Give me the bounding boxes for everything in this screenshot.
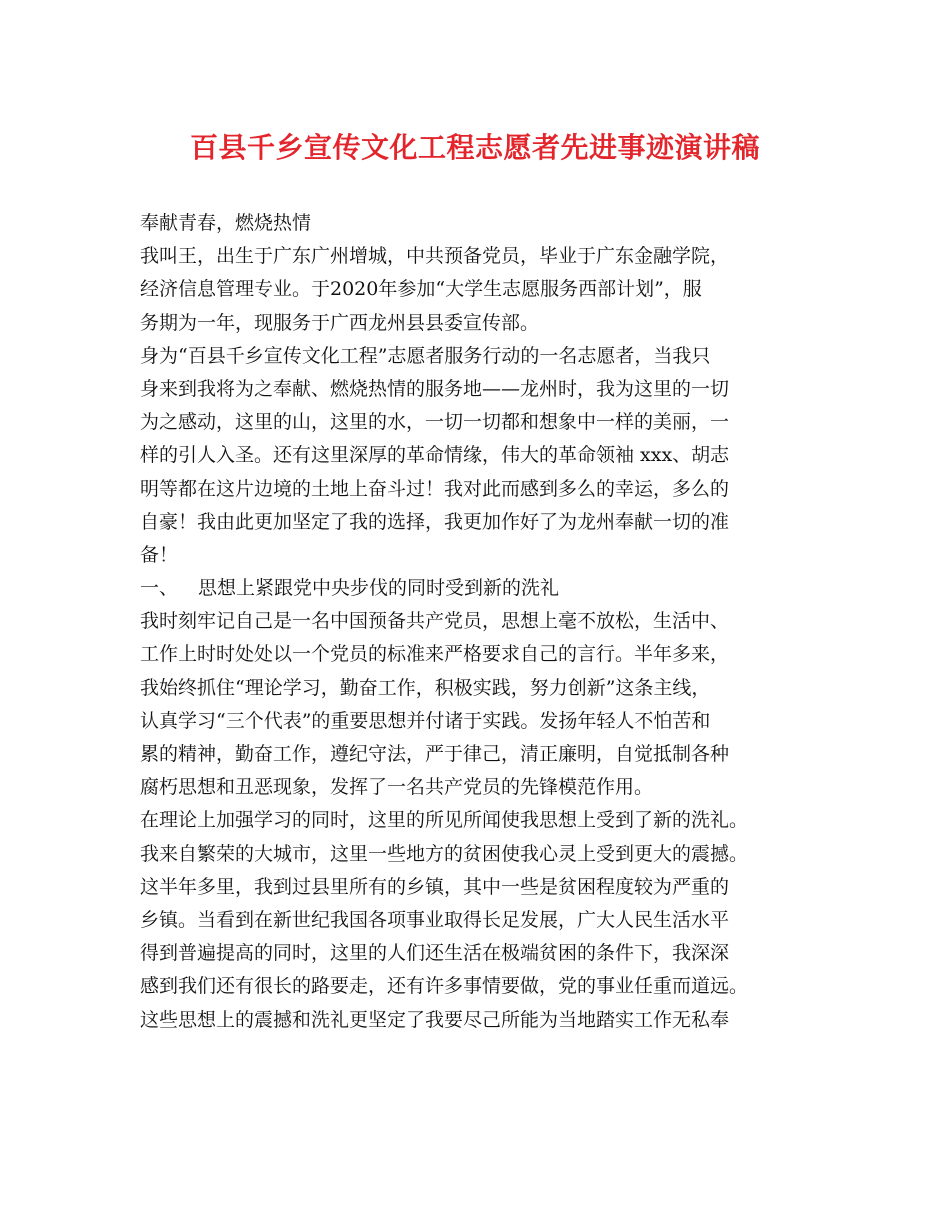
text-line: 务期为一年，现服务于广西龙州县县委宣传部。	[140, 311, 540, 334]
text-line: 这些思想上的震撼和洗礼更坚定了我要尽己所能为当地踏实工作无私奉	[140, 1008, 730, 1031]
text-line: 经济信息管理专业。于2020年参加“大学生志愿服务西部计划”，服	[140, 278, 702, 301]
text-line: 累的精神，勤奋工作，遵纪守法，严于律己，清正廉明，自觉抵制各种	[140, 743, 730, 765]
text-line: 我始终抓住“理论学习，勤奋工作，积极实践，努力创新”这条主线，	[140, 676, 711, 699]
document-title: 百县千乡宣传文化工程志愿者先进事迹演讲稿	[189, 131, 760, 164]
text-line: 腐朽思想和丑恶现象，发挥了一名共产党员的先锋模范作用。	[140, 776, 654, 799]
text-line: 感到我们还有很长的路要走，还有许多事情要做，党的事业任重而道远。	[140, 975, 749, 998]
section-number: 一、	[140, 577, 179, 600]
text-line: 我时刻牢记自己是一名中国预备共产党员，思想上毫不放松，生活中、	[140, 610, 730, 633]
text-line: 明等都在这片边境的土地上奋斗过！我对此而感到多么的幸运，多么的	[140, 477, 730, 500]
text-line: 我叫王，出生于广东广州增城，中共预备党员，毕业于广东金融学院，	[140, 245, 730, 268]
text-line: 身来到我将为之奉献、燃烧热情的服务地——龙州时，我为这里的一切	[140, 377, 730, 400]
text-line: 在理论上加强学习的同时，这里的所见所闻使我思想上受到了新的洗礼。	[140, 809, 749, 832]
section-heading-text: 思想上紧跟党中央步伐的同时受到新的洗礼	[198, 577, 560, 600]
text-line: 样的引人入圣。还有这里深厚的革命情缘，伟大的革命领袖 xxx、胡志	[140, 444, 730, 467]
text-line: 备！	[140, 543, 179, 566]
text-line: 得到普遍提高的同时，这里的人们还生活在极端贫困的条件下，我深深	[140, 942, 730, 965]
text-line: 我来自繁荣的大城市，这里一些地方的贫困使我心灵上受到更大的震撼。	[140, 842, 749, 865]
text-line: 这半年多里，我到过县里所有的乡镇，其中一些是贫困程度较为严重的	[140, 875, 730, 898]
text-line: 认真学习“三个代表”的重要思想并付诸于实践。发扬年轻人不怕苦和	[140, 709, 711, 732]
text-line: 为之感动，这里的山，这里的水，一切一切都和想象中一样的美丽，一	[140, 411, 730, 434]
document-body	[140, 207, 830, 1037]
text-line: 自豪！我由此更加坚定了我的选择，我更加作好了为龙州奉献一切的准	[140, 510, 730, 533]
section-heading	[140, 572, 830, 605]
text-line: 奉献青春，燃烧热情	[140, 212, 312, 234]
text-line: 乡镇。当看到在新世纪我国各项事业取得长足发展，广大人民生活水平	[140, 908, 730, 931]
text-line: 工作上时时处处以一个党员的标准来严格要求自己的言行。半年多来，	[140, 643, 730, 666]
text-line: 身为“百县千乡宣传文化工程”志愿者服务行动的一名志愿者，当我只	[140, 344, 711, 367]
